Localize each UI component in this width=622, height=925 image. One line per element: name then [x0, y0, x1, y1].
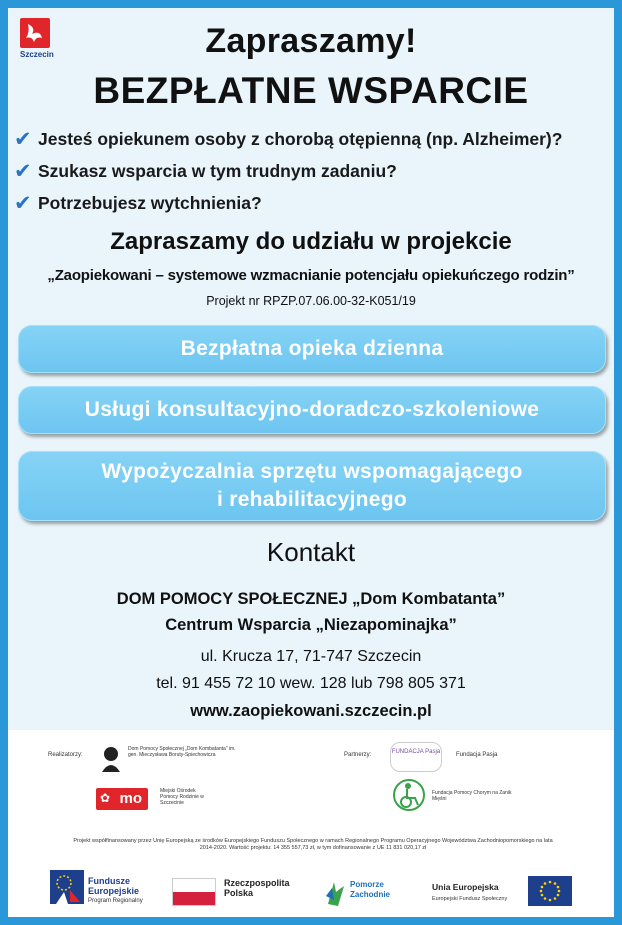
service-label-line2: i rehabilitacyjnego: [216, 488, 408, 511]
checklist: [14, 123, 614, 219]
mopr-logo-text: mo: [119, 790, 142, 807]
poster-main-area: [8, 8, 614, 728]
realizer2-name: Miejski Ośrodek Pomocy Rodzinie w Szczecinie: [160, 788, 204, 806]
checkmark-icon: ✔: [14, 159, 32, 183]
realizers-label: Realizatorzy:: [48, 752, 83, 758]
header-subtitle: BEZPŁATNE WSPARCIE: [93, 70, 529, 111]
list-item: [14, 155, 614, 187]
contact-phone: tel. 91 455 72 10 wew. 128 lub 798 805 371: [156, 675, 466, 692]
mopr-logo-icon: ✿: [100, 791, 111, 805]
contact-website-link[interactable]: www.zaopiekowani.szczecin.pl: [190, 702, 432, 720]
contact-heading: Kontakt: [266, 537, 356, 567]
list-item: [14, 123, 614, 155]
partners-label: Partnerzy:: [344, 752, 372, 758]
fundusze-europejskie-title: Fundusze Europejskie: [88, 876, 140, 896]
service-equipment-rental: [18, 451, 606, 521]
unia-europejska-subtitle: Europejski Fundusz Społeczny: [432, 896, 508, 902]
service-label: Usługi konsultacyjno-doradczo-szkoleniowe: [84, 398, 540, 421]
polish-flag-icon: [172, 878, 216, 906]
partner2-name: Fundacja Pomocy Chorym na Zanik Mięśni: [432, 790, 512, 802]
eu-flag-icon: [528, 876, 572, 906]
service-label: Wypożyczalnia sprzętu wspomagającego: [101, 460, 523, 483]
service-label: Bezpłatna opieka dzienna: [180, 337, 444, 360]
project-number: Projekt nr RPZP.07.06.00-32-K051/19: [206, 294, 416, 308]
service-consulting: [18, 386, 606, 434]
contact-address: ul. Krucza 17, 71-747 Szczecin: [200, 648, 422, 665]
list-item-text: Potrzebujesz wytchnienia?: [38, 192, 262, 213]
rzeczpospolita-polska-text: Rzeczpospolita Polska: [224, 878, 290, 898]
contact-org: DOM POMOCY SPOŁECZNEJ „Dom Kombatanta”: [116, 590, 506, 608]
list-item-text: Szukasz wsparcia w tym trudnym zadaniu?: [38, 160, 397, 181]
contact-center: Centrum Wsparcia „Niezapominajka”: [165, 616, 457, 634]
fundusze-europejskie-subtitle: Program Regionalny: [88, 898, 143, 904]
wheelchair-icon: [392, 778, 426, 817]
service-day-care: [18, 325, 606, 373]
project-invite: Zapraszamy do udziału w projekcie: [110, 228, 512, 255]
eu-funding-note: Projekt współfinansowany przez Unię Europejską ze środków Europejskiego Funduszu Społecznego w ramach Regionalnego Programu Operacyjnego Województwa Zachodniopomorskiego na lata 2014-2020. Wartość projektu: 14 355 557,73 zł, w tym dofinansowanie z UE 11 831 020,17 zł: [73, 838, 553, 851]
checkmark-icon: ✔: [14, 191, 32, 215]
fundacja-pasja-logo: FUNDACJA Pasja: [390, 742, 442, 772]
unia-europejska-title: Unia Europejska: [432, 882, 499, 892]
poster: [8, 8, 614, 917]
list-item-text: Jesteś opiekunem osoby z chorobą otępienną (np. Alzheimer)?: [38, 128, 563, 149]
checkmark-icon: ✔: [14, 127, 32, 151]
mopr-logo: [96, 788, 148, 810]
partner1-name: Fundacja Pasja: [456, 752, 498, 758]
project-name: „Zaopiekowani – systemowe wzmacnianie potencjału opiekuńczego rodzin”: [47, 267, 575, 284]
pomorze-zachodnie-icon: [324, 878, 348, 913]
dom-kombatanta-logo-icon: [98, 744, 124, 777]
szczecin-logo-text: Szczecin: [20, 50, 54, 59]
list-item: [14, 187, 614, 219]
partners-footer: [8, 730, 614, 917]
header-title: Zapraszamy!: [205, 22, 417, 60]
pomorze-zachodnie-text: Pomorze Zachodnie: [350, 880, 391, 899]
realizer1-name: Dom Pomocy Społecznej „Dom Kombatanta” im. gen. Mieczysława Boruty-Spiechowicza: [128, 746, 236, 758]
fundusze-europejskie-icon: [50, 870, 84, 904]
